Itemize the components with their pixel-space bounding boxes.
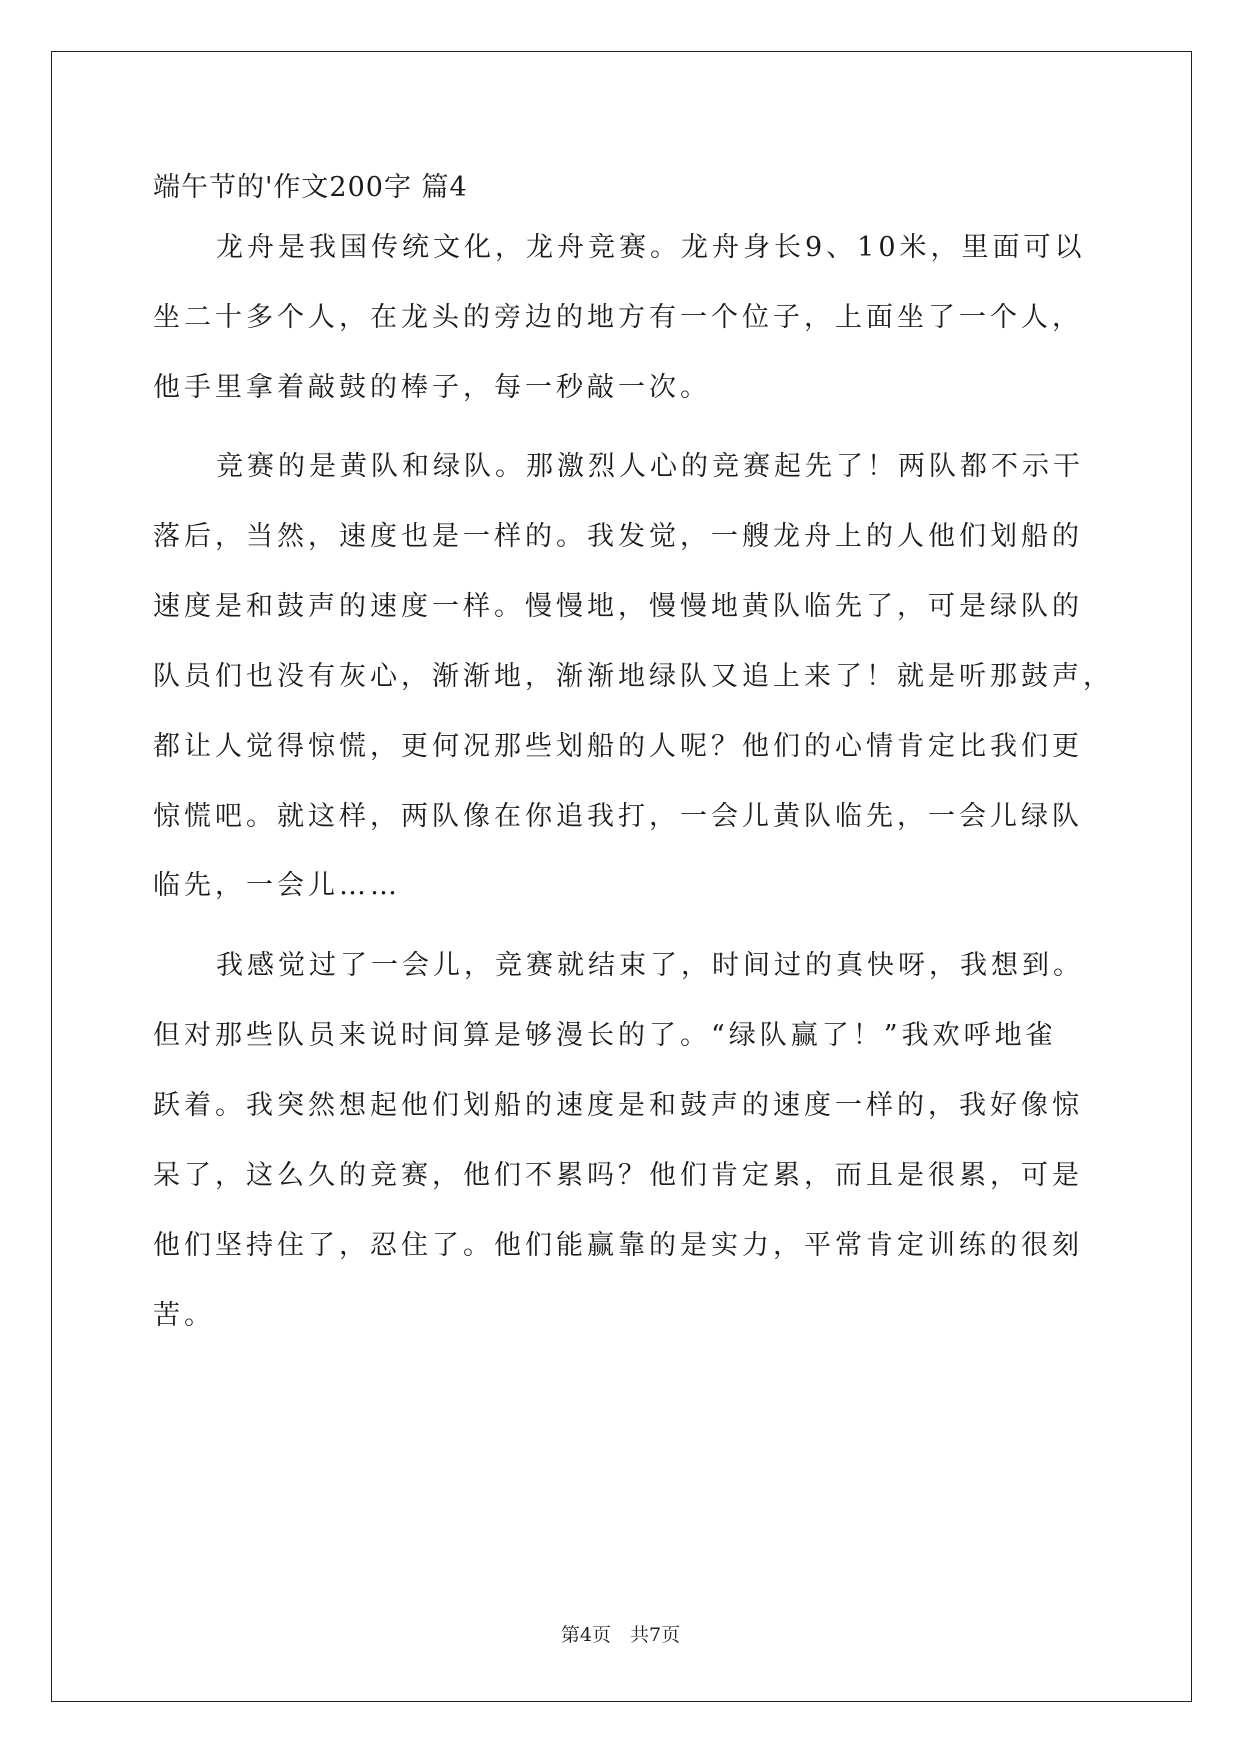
paragraph-3-line-5: 他们坚持住了，忍住了。他们能赢靠的是实力，平常肯定训练的很刻	[153, 1230, 1083, 1261]
paragraph-3-line-3: 跃着。我突然想起他们划船的速度是和鼓声的速度一样的，我好像惊	[153, 1090, 1083, 1121]
paragraph-1-line-2: 坐二十多个人，在龙头的旁边的地方有一个位子，上面坐了一个人，	[153, 302, 1083, 333]
paragraph-2-line-3: 速度是和鼓声的速度一样。慢慢地，慢慢地黄队临先了，可是绿队的	[153, 591, 1083, 622]
paragraph-2-line-4: 队员们也没有灰心，渐渐地，渐渐地绿队又追上来了！就是听那鼓声，	[153, 661, 1114, 692]
paragraph-1-line-1: 龙舟是我国传统文化，龙舟竞赛。龙舟身长9、10米，里面可以	[216, 232, 1086, 263]
paragraph-3-line-6: 苦。	[153, 1300, 215, 1331]
paragraph-3-line-2: 但对那些队员来说时间算是够漫长的了。“绿队赢了！”我欢呼地雀	[153, 1020, 1057, 1051]
paragraph-3-line-4: 呆了，这么久的竞赛，他们不累吗？他们肯定累，而且是很累，可是	[153, 1160, 1083, 1191]
paragraph-2-line-7: 临先，一会儿……	[153, 870, 401, 901]
paragraph-2-line-2: 落后，当然，速度也是一样的。我发觉，一艘龙舟上的人他们划船的	[153, 521, 1083, 552]
page-number: 第4页 共7页	[560, 1624, 681, 1646]
paragraph-2-line-1: 竞赛的是黄队和绿队。那激烈人心的竞赛起先了！两队都不示干	[216, 451, 1084, 482]
paragraph-1-line-3: 他手里拿着敲鼓的棒子，每一秒敲一次。	[153, 372, 711, 403]
document-title: 端午节的'作文200字 篇4	[153, 172, 468, 203]
paragraph-2-line-6: 惊慌吧。就这样，两队像在你追我打，一会儿黄队临先，一会儿绿队	[153, 801, 1083, 832]
paragraph-3-line-1: 我感觉过了一会儿，竞赛就结束了，时间过的真快呀，我想到。	[216, 950, 1084, 981]
paragraph-2-line-5: 都让人觉得惊慌，更何况那些划船的人呢？他们的心情肯定比我们更	[153, 731, 1083, 762]
